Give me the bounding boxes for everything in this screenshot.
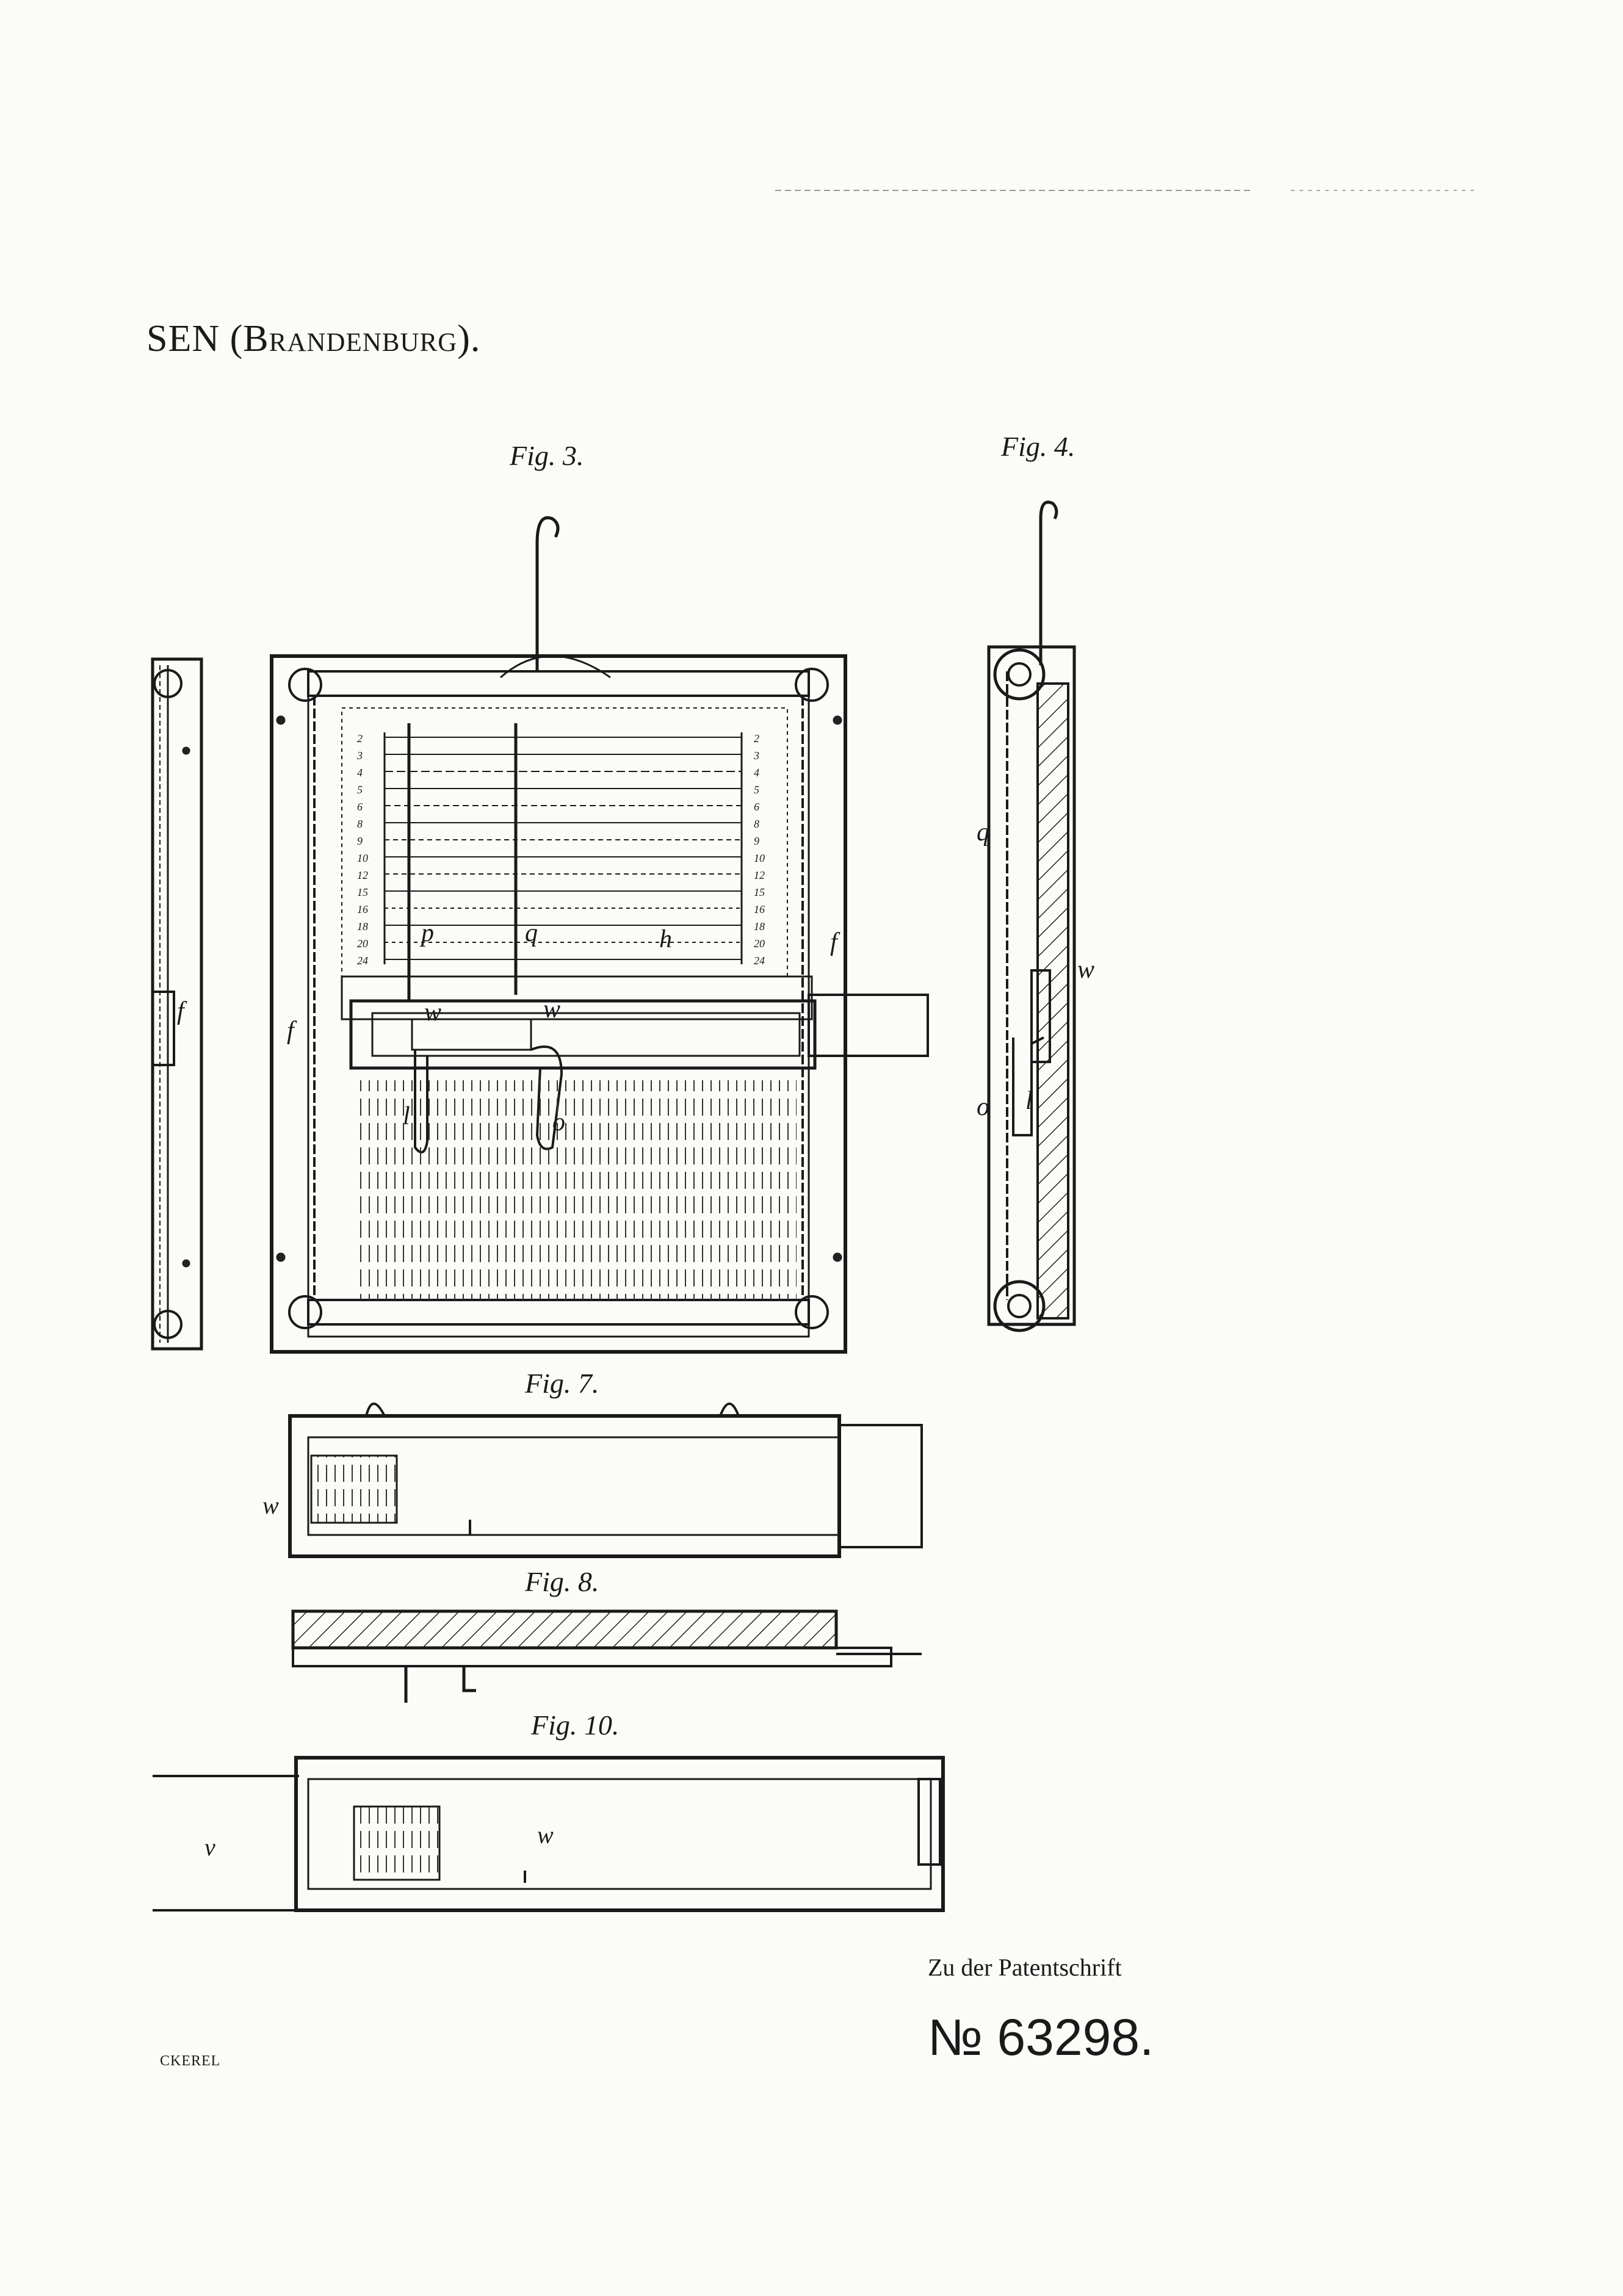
scale-left: 2 3 4 5 6 8 9 10 12 15 16 18 20 24 [357, 732, 368, 967]
header-region: (Brandenburg). [230, 318, 481, 359]
fig10-letter-v: v [204, 1833, 215, 1861]
patent-number: № 63298. [928, 2009, 1154, 2066]
scale-grid [385, 732, 742, 964]
fig8-drawing [293, 1611, 922, 1703]
letter-w-2: w [543, 995, 561, 1023]
fig7-letter-w: w [262, 1492, 279, 1519]
fig4-letter-w: w [1077, 956, 1095, 984]
letter-f-left: f [287, 1017, 294, 1045]
scale-right: 2 3 4 5 6 8 9 10 12 15 16 18 20 24 [754, 732, 765, 967]
fig4-letter-o: o [977, 1093, 989, 1121]
letter-l: l [403, 1102, 410, 1130]
letter-w-1: w [424, 998, 442, 1027]
fig3-frame [272, 518, 928, 1352]
header-prefix: SEN [146, 318, 220, 359]
letter-o: o [552, 1108, 565, 1136]
letter-p: p [421, 919, 434, 947]
fig4-side [989, 502, 1074, 1330]
fig4-label: Fig. 4. [1001, 431, 1075, 462]
fig10-letter-w: w [537, 1821, 554, 1849]
letter-q: q [525, 919, 538, 947]
fig3-label: Fig. 3. [510, 440, 584, 471]
fig8-label: Fig. 8. [525, 1566, 599, 1597]
patent-label: Zu der Patentschrift [928, 1954, 1122, 1981]
printer-mark: CKEREL [160, 2053, 221, 2069]
fig7-drawing [290, 1404, 922, 1556]
fig4-letter-q: q [977, 818, 989, 847]
fig7-label: Fig. 7. [525, 1368, 599, 1399]
side-letter-f: f [177, 997, 184, 1025]
fig4-letter-l: l [1025, 1087, 1033, 1115]
letter-h: h [659, 925, 672, 953]
letter-f-right: f [830, 928, 837, 956]
fig10-label: Fig. 10. [531, 1709, 620, 1741]
